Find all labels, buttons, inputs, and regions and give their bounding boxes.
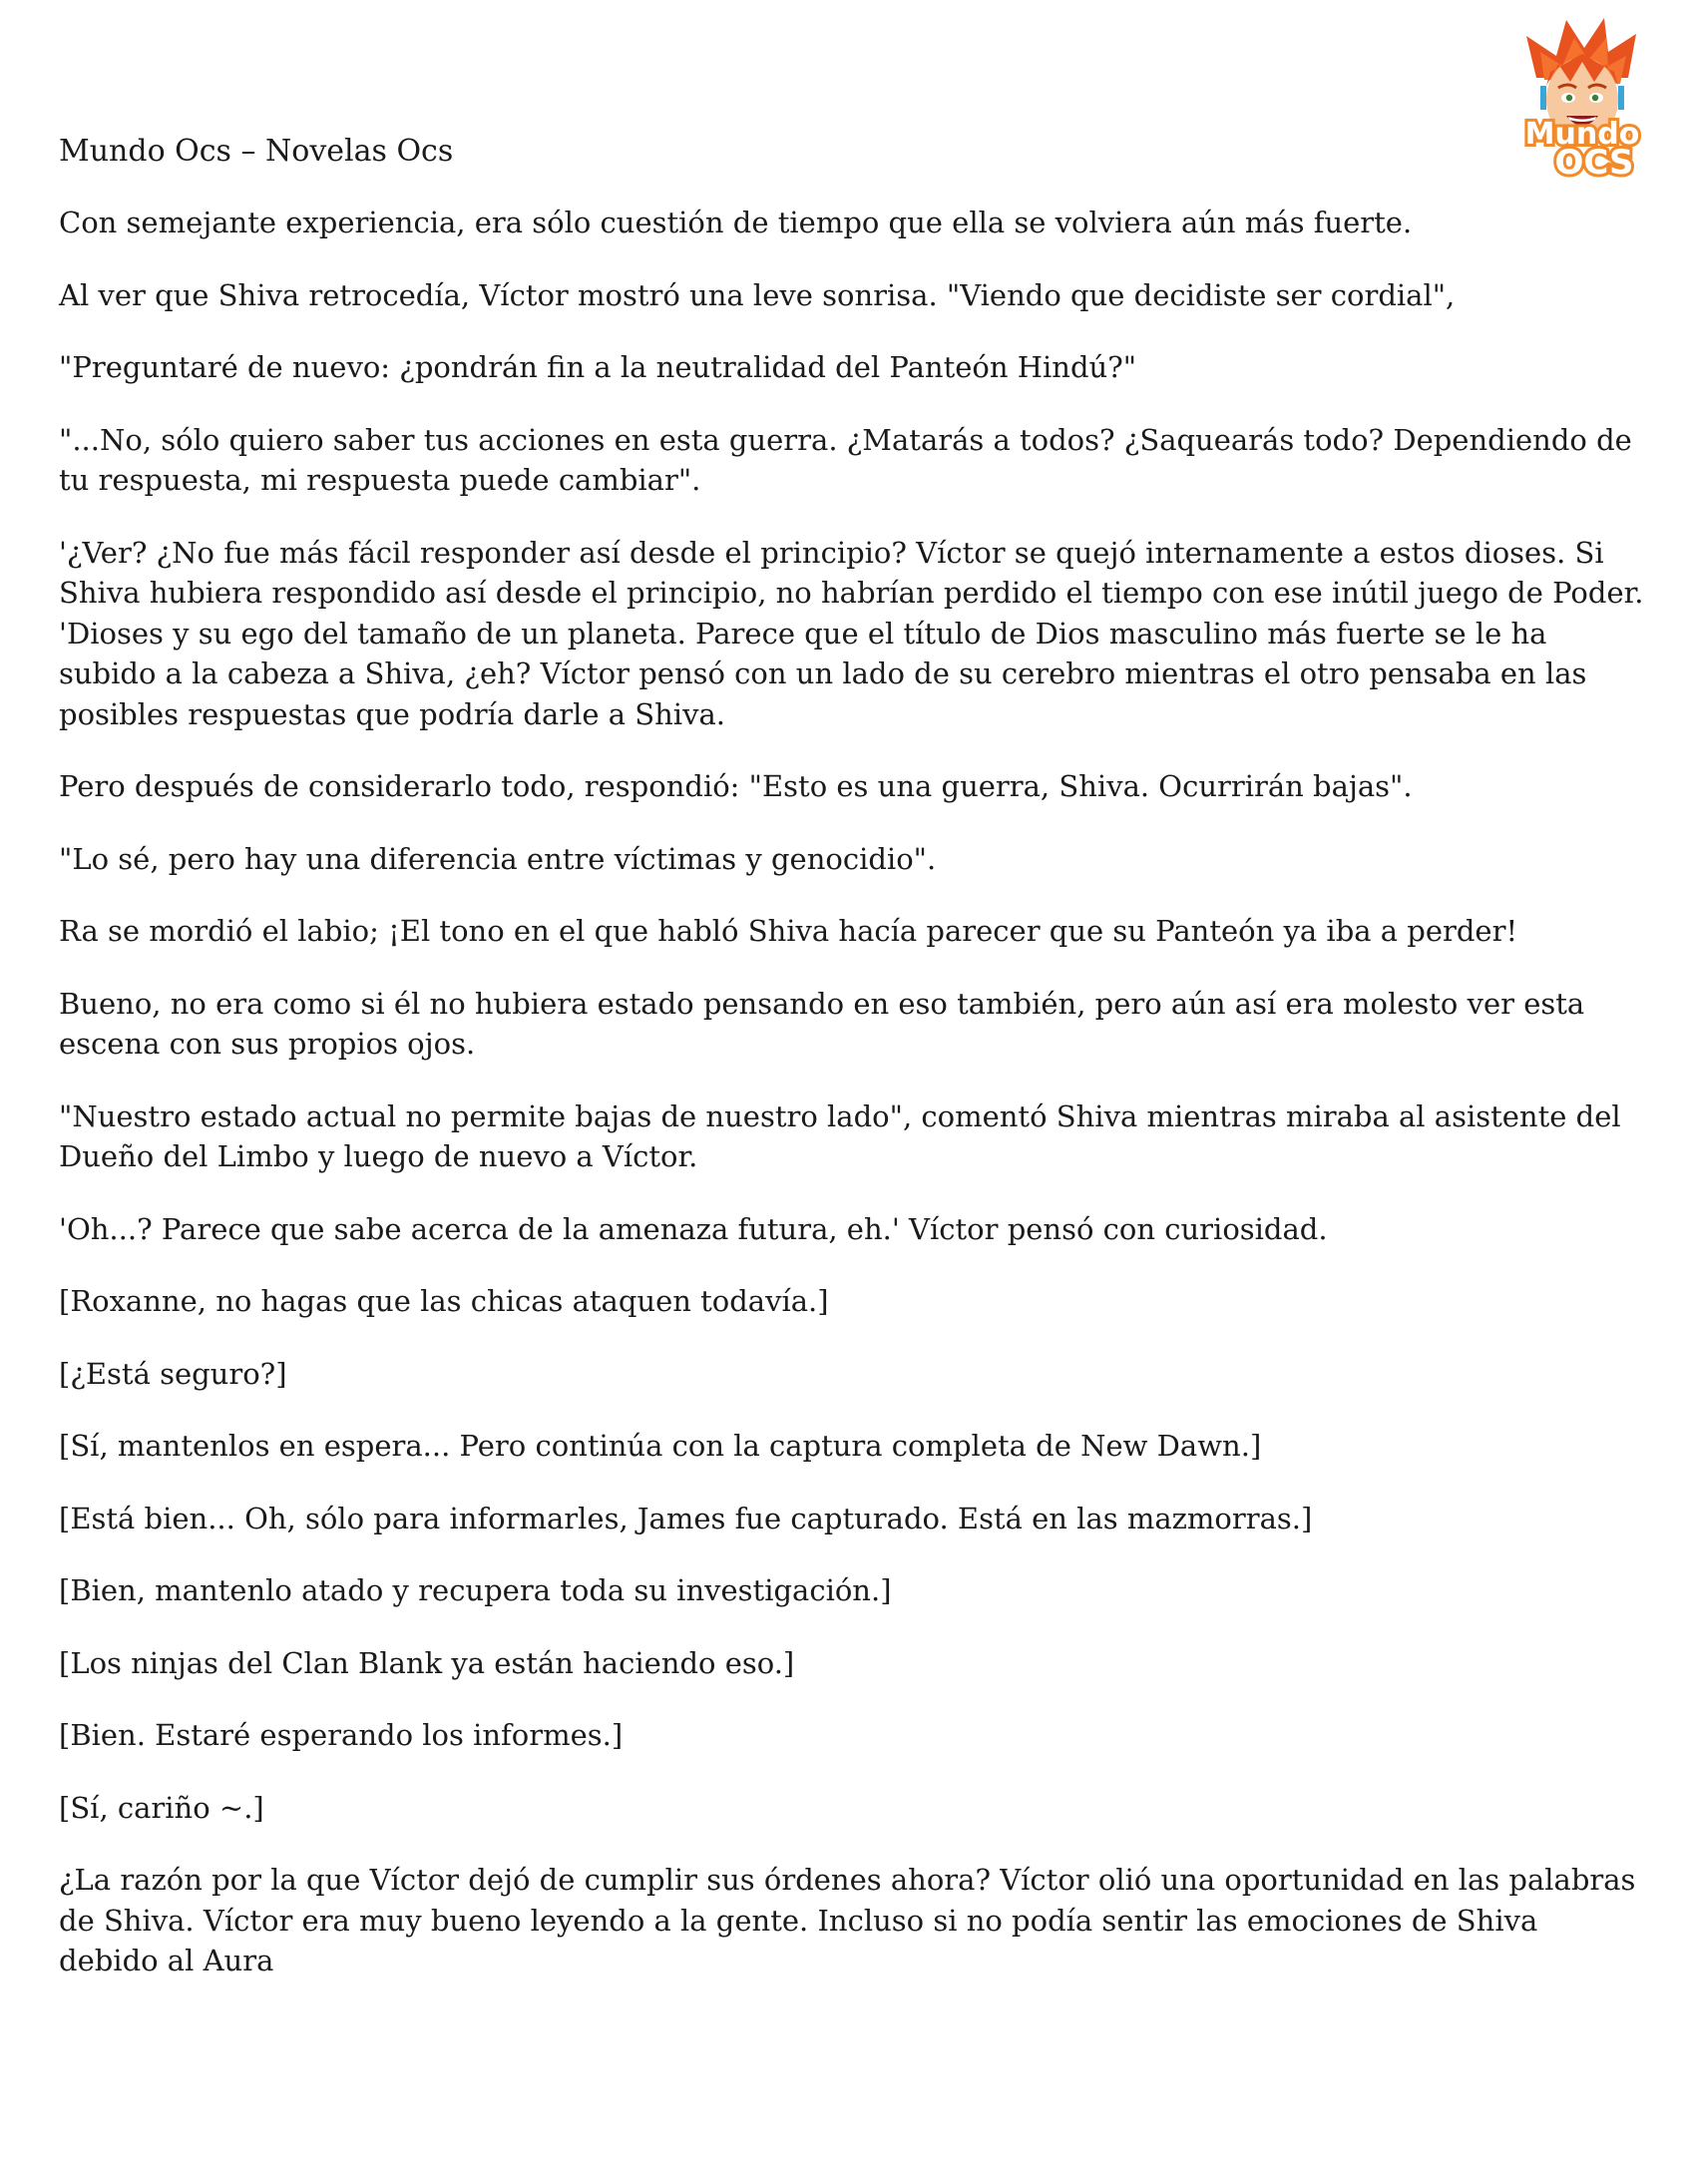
logo-text-bottom: OCS [1554, 143, 1634, 180]
paragraph: [Los ninjas del Clan Blank ya están haciendo eso.] [59, 1645, 795, 1680]
paragraph: Al ver que Shiva retrocedía, Víctor mostró una leve sonrisa. "Viendo que decidiste ser cordial", [59, 277, 1456, 312]
paragraph: '¿Ver? ¿No fue más fácil responder así desde el principio? Víctor se quejó internamente a estos dioses. Si Shiva hubiera respondido así desde el principio, no habrían perdido el tiempo con ese inútil juego de Poder. 'Dioses y su ego del tamaño de un planeta. Parece que el título de Dios masculino más fuerte se le ha subido a la cabeza a Shiva, ¿eh? Víctor pensó con un lado de su cerebro mientras el otro pensaba en las posibles respuestas que podría darle a Shiva. [59, 535, 1644, 731]
paragraph: 'Oh...? Parece que sabe acerca de la amenaza futura, eh.' Víctor pensó con curiosidad. [59, 1211, 1328, 1246]
document-body [59, 203, 1645, 2013]
paragraph: [Bien. Estaré esperando los informes.] [59, 1718, 624, 1752]
paragraph: "Preguntaré de nuevo: ¿pondrán fin a la neutralidad del Panteón Hindú?" [59, 350, 1137, 384]
paragraph: [Roxanne, no hagas que las chicas ataquen todavía.] [59, 1284, 829, 1318]
paragraph: Bueno, no era como si él no hubiera estado pensando en eso también, pero aún así era molesto ver esta escena con sus propios ojos. [59, 986, 1585, 1061]
paragraph: [Está bien... Oh, sólo para informarles, James fue capturado. Está en las mazmorras.] [59, 1501, 1313, 1535]
paragraph: "Lo sé, pero hay una diferencia entre víctimas y genocidio". [59, 841, 937, 876]
mundo-ocs-logo [1496, 8, 1668, 180]
mundo-ocs-logo-icon [1496, 8, 1668, 180]
paragraph: ¿La razón por la que Víctor dejó de cumplir sus órdenes ahora? Víctor olió una oportunidad en las palabras de Shiva. Víctor era muy bueno leyendo a la gente. Incluso si no podía sentir las emociones de Shiva debido al Aura [59, 1863, 1636, 1977]
paragraph: [Bien, mantenlo atado y recupera toda su investigación.] [59, 1573, 892, 1607]
paragraph: "...No, sólo quiero saber tus acciones en esta guerra. ¿Matarás a todos? ¿Saquearás todo? Dependiendo de tu respuesta, mi respuesta puede cambiar". [59, 422, 1632, 497]
paragraph: Ra se mordió el labio; ¡El tono en el que habló Shiva hacía parecer que su Panteón ya iba a perder! [59, 914, 1518, 948]
paragraph: "Nuestro estado actual no permite bajas de nuestro lado", comentó Shiva mientras miraba al asistente del Dueño del Limbo y luego de nuevo a Víctor. [59, 1098, 1621, 1173]
paragraph: Con semejante experiencia, era sólo cuestión de tiempo que ella se volviera aún más fuerte. [59, 206, 1413, 239]
paragraph: [Sí, mantenlos en espera... Pero continúa con la captura completa de New Dawn.] [59, 1429, 1262, 1463]
logo-text-top: Mundo [1524, 117, 1640, 152]
paragraph: Pero después de considerarlo todo, respondió: "Esto es una guerra, Shiva. Ocurrirán bajas". [59, 769, 1413, 803]
page-header-title: Mundo Ocs – Novelas Ocs [59, 134, 454, 169]
paragraph: [Sí, cariño ~.] [59, 1790, 264, 1825]
paragraph: [¿Está seguro?] [59, 1356, 287, 1391]
